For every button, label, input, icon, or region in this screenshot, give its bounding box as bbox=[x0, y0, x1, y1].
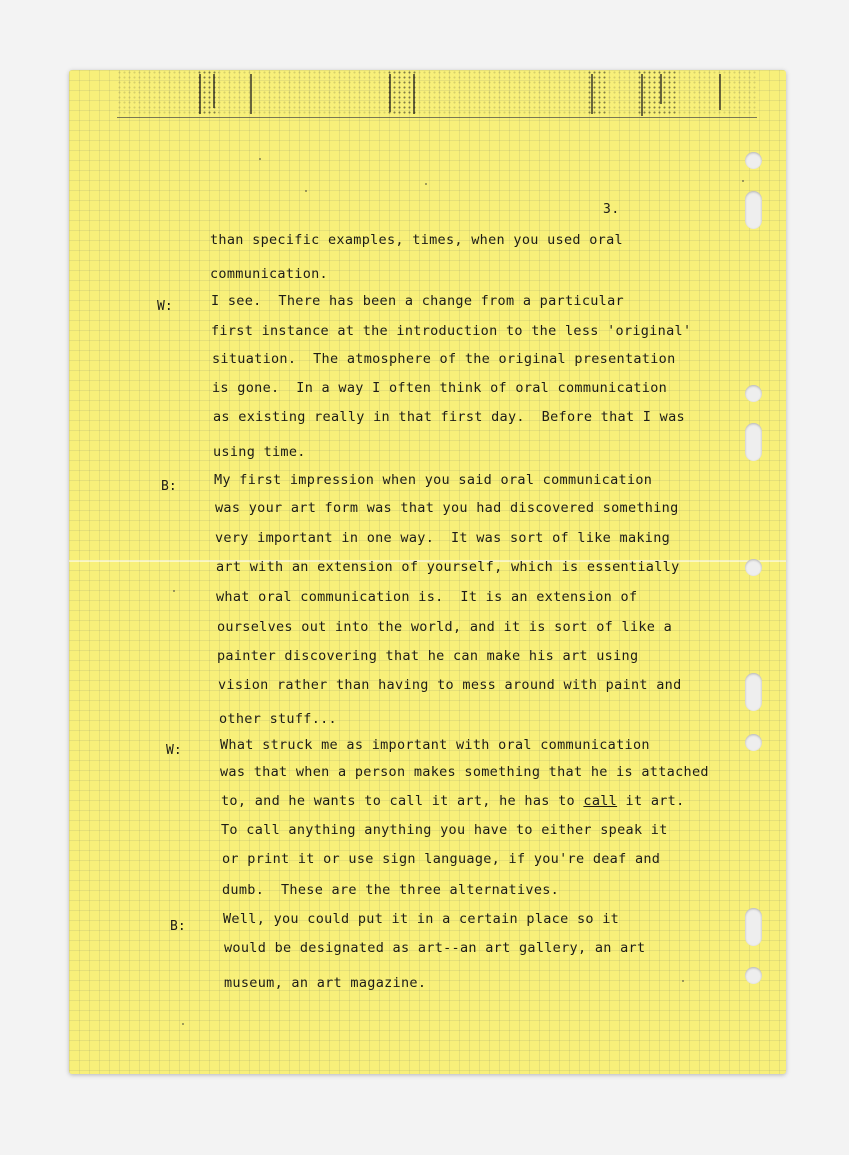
text-line: art with an extension of yourself, which is essentially bbox=[216, 559, 680, 575]
punch-hole bbox=[745, 152, 762, 169]
speck bbox=[682, 980, 684, 982]
page-number: 3. bbox=[603, 202, 620, 217]
text-line: was your art form was that you had discovered something bbox=[215, 500, 679, 516]
speaker-label: W: bbox=[166, 743, 182, 758]
punch-slot bbox=[745, 673, 762, 711]
text-line: communication. bbox=[210, 266, 328, 282]
underlined-word: call bbox=[583, 793, 618, 809]
text-line: as existing really in that first day. Before that I was bbox=[213, 409, 685, 425]
text-line: very important in one way. It was sort of like making bbox=[215, 530, 671, 546]
text-line: was that when a person makes something that he is attached bbox=[220, 764, 709, 780]
text-fragment: it art. bbox=[617, 793, 685, 809]
header-noise bbox=[587, 70, 607, 116]
text-line: using time. bbox=[213, 444, 306, 460]
header-mark bbox=[413, 74, 415, 114]
punch-hole bbox=[745, 559, 762, 576]
text-line: than specific examples, times, when you used oral bbox=[210, 232, 623, 248]
header-strip bbox=[117, 70, 757, 120]
speck bbox=[742, 180, 744, 182]
header-mark bbox=[250, 74, 252, 114]
speck bbox=[425, 183, 427, 185]
speaker-label: W: bbox=[157, 299, 173, 314]
text-line: other stuff... bbox=[219, 711, 337, 727]
punch-hole bbox=[745, 967, 762, 984]
header-mark bbox=[199, 74, 201, 114]
typed-page bbox=[69, 70, 786, 1074]
text-line: what oral communication is. It is an extension of bbox=[216, 589, 638, 605]
speaker-label: B: bbox=[161, 479, 177, 494]
header-mark bbox=[660, 74, 662, 104]
text-line: ourselves out into the world, and it is sort of like a bbox=[217, 619, 673, 635]
text-line: dumb. These are the three alternatives. bbox=[222, 882, 560, 898]
header-mark bbox=[719, 74, 721, 110]
header-mark bbox=[591, 74, 593, 114]
header-noise bbox=[637, 70, 677, 116]
text-line: Well, you could put it in a certain place so it bbox=[223, 911, 620, 927]
text-line: museum, an art magazine. bbox=[224, 975, 427, 991]
header-rule bbox=[117, 117, 757, 118]
text-line: situation. The atmosphere of the original presentation bbox=[212, 351, 676, 367]
header-mark bbox=[213, 74, 215, 108]
punch-slot bbox=[745, 908, 762, 946]
speck bbox=[182, 1023, 184, 1025]
header-mark bbox=[389, 74, 391, 112]
text-line: I see. There has been a change from a particular bbox=[211, 293, 624, 309]
text-line: would be designated as art--an art gallery, an art bbox=[224, 940, 646, 956]
punch-hole bbox=[745, 385, 762, 402]
text-line: What struck me as important with oral communication bbox=[220, 737, 650, 753]
text-line bbox=[221, 793, 685, 809]
text-line: My first impression when you said oral communication bbox=[214, 472, 653, 488]
speaker-label: B: bbox=[170, 919, 186, 934]
text-line: or print it or use sign language, if you're deaf and bbox=[222, 851, 661, 867]
speck bbox=[305, 190, 307, 192]
text-line: vision rather than having to mess around with paint and bbox=[218, 677, 682, 693]
text-line: first instance at the introduction to the less 'original' bbox=[211, 323, 692, 339]
text-line: painter discovering that he can make his art using bbox=[217, 648, 639, 664]
punch-slot bbox=[745, 423, 762, 461]
text-line: To call anything anything you have to either speak it bbox=[221, 822, 668, 838]
speck bbox=[259, 158, 261, 160]
text-line: is gone. In a way I often think of oral communication bbox=[212, 380, 668, 396]
header-mark bbox=[641, 74, 643, 116]
text-fragment: to, and he wants to call it art, he has to bbox=[221, 793, 584, 809]
speck bbox=[173, 590, 175, 592]
punch-hole bbox=[745, 734, 762, 751]
punch-slot bbox=[745, 191, 762, 229]
